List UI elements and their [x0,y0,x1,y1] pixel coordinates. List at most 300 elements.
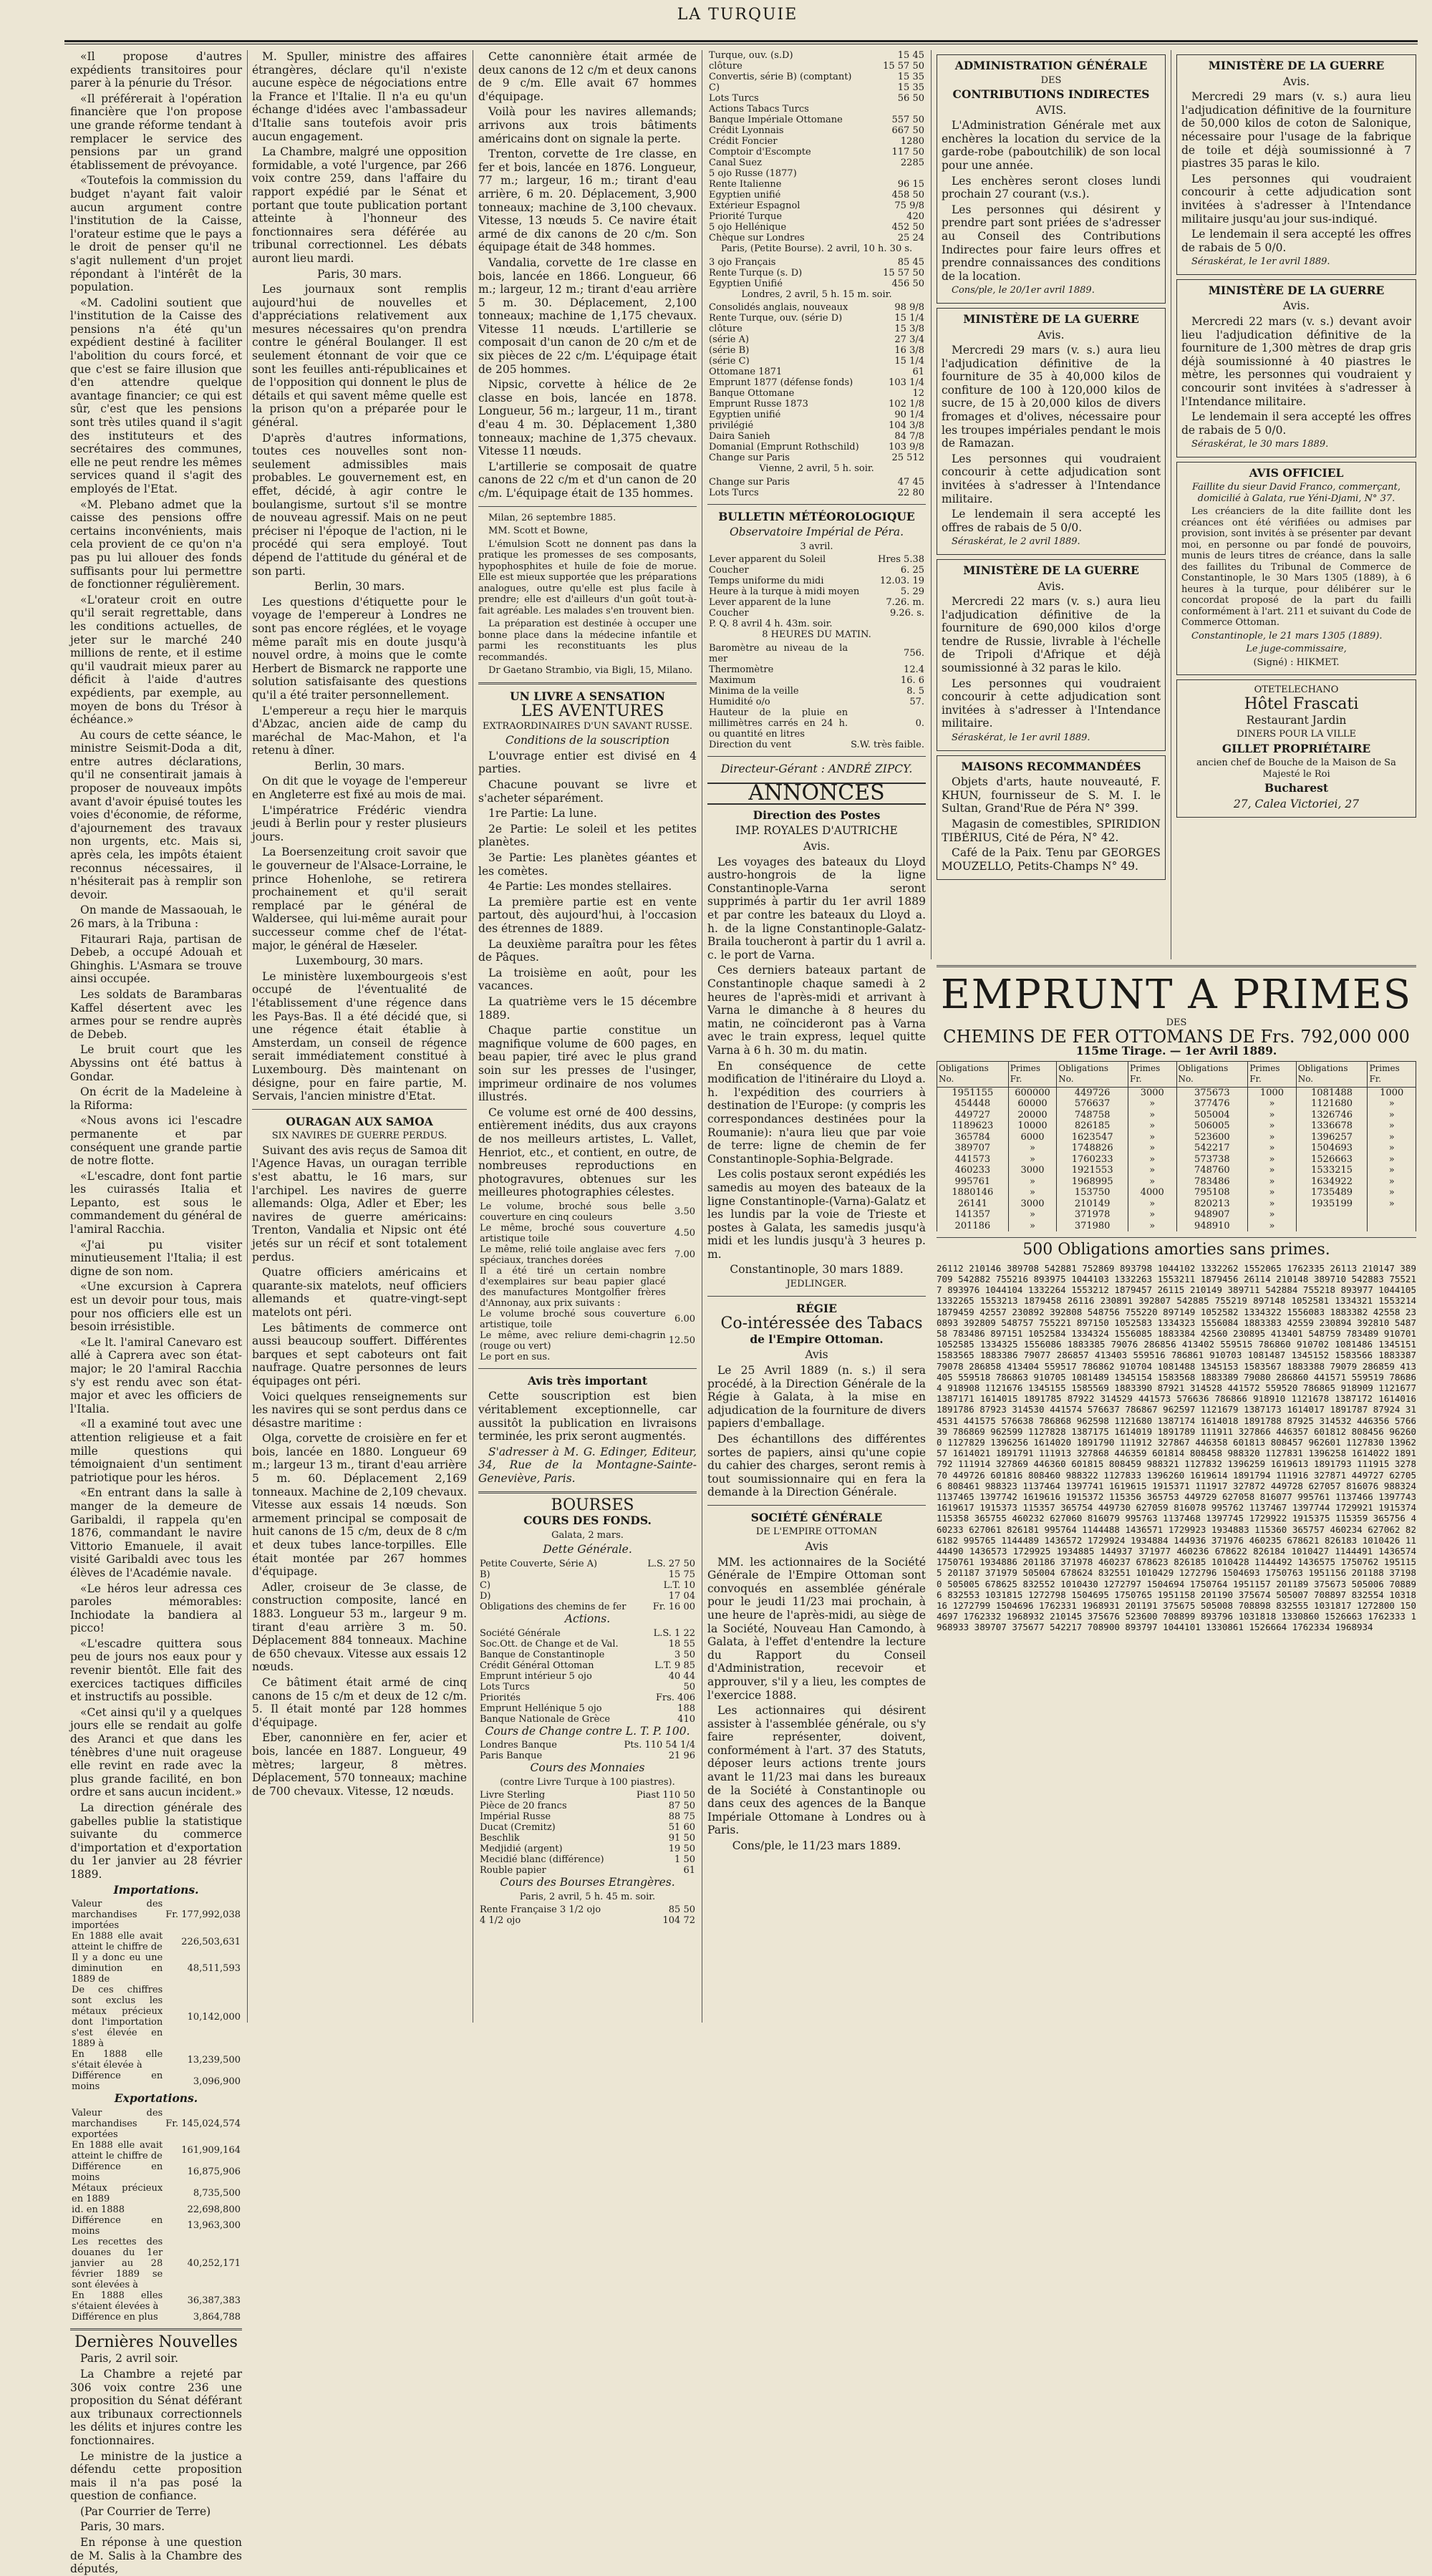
mg2-date: Séraskérat, le 1er avril 1889. [952,732,1090,744]
obligation-number: 449726 [1057,1087,1128,1098]
paragraph: Magasin de comestibles, SPIRIDION TIBÉRIUS, Cité de Péra, N° 42. [942,817,1161,844]
table-row [707,576,926,586]
row-label: Petite Couverte, Série A) [480,1558,598,1569]
dernieres-nouvelles-heading: Dernières Nouvelles [74,2333,238,2351]
cours-fonds-heading: COURS DES FONDS. [523,1514,652,1528]
table-row [707,345,926,356]
paragraph: Le lendemain il sera accepté les offres de rabais de 5 0/0. [942,508,1161,534]
row-value: 12.4 [904,664,924,675]
ministere-guerre-notice-4 [1176,279,1416,457]
row-value: 75 9/8 [894,200,924,211]
prime-amount: » [1128,1110,1176,1121]
obligation-number [1296,1209,1368,1221]
paragraph: Paris, 2 avril soir. [80,2352,179,2366]
postes-text [707,856,926,1262]
officiel-signature: (Signé) : HIKMET. [1253,657,1340,668]
mg4-date: Séraskérat, le 30 mars 1889. [1191,439,1329,450]
paragraph: L'artillerie se composait de quatre canons de 22 c/m et d'un canon de 20 c/m. L'équipage était de 135 hommes. [478,460,697,500]
prime-amount: » [1008,1187,1057,1199]
mg3-date: Séraskérat, le 1er avril 1889. [1191,256,1330,268]
row-label: Lots Turcs [480,1681,530,1693]
paragraph: MM. les actionnaires de la Société Générale de l'Empire Ottoman sont convoqués en assemblée générale pour le jeudi 11/23 mai prochain, à une heure de l'après-midi, au siège de la Société, Nouveau Han Camondo, à Galata, à l'effet d'entendre la lecture du Rapport du Conseil d'Administration, recevoir et approuver, s'il y a lieu, les comptes de l'exercice 1888. [707,1555,926,1702]
prime-amount: 10000 [1008,1120,1057,1132]
row-label: (série B) [709,345,750,356]
table-row [707,431,926,442]
prime-amount: » [1128,1199,1176,1210]
table-row [70,2108,242,2140]
row-label: Différence en moins [72,2161,163,2183]
row-label: Daira Sanieh [709,431,770,442]
samoa-subheading: SIX NAVIRES DE GUERRE PERDUS. [271,1130,448,1142]
prime-amount: » [1008,1221,1057,1232]
prime-amount: » [1248,1120,1296,1132]
row-label: 5 ojo Russe (1877) [709,168,797,179]
table-row [707,147,926,158]
prime-amount: » [1368,1187,1416,1199]
row-label: Rente Turque, ouv. (série D) [709,313,843,324]
col2-paragraphs-e [252,970,467,1103]
prime-amount: » [1008,1209,1057,1221]
paragraph: Mercredi 22 mars (v. s.) devant avoir lieu l'adjudication définitive de la fourniture de 1,300 mètres de drap gris déjà soumissionné à 40 piastres le mètre, les personnes qui voudraient y concourir sont invitées à s'adresser à l'Intendance militaire. [1181,315,1411,408]
row-value: 102 1/8 [889,399,924,410]
table-row [707,158,926,168]
row-label: Banque de Constantinople [480,1649,605,1660]
table-row [707,643,926,664]
row-value: 12.03. 19 [879,576,924,587]
prime-amount: 60000 [1008,1098,1057,1110]
societe-text [707,1556,926,1837]
row-label: En 1888 elle s'était élevée à [72,2049,163,2071]
table-row [707,211,926,222]
row-value: 16. 6 [900,674,924,686]
prime-amount: 600000 [1008,1087,1057,1098]
prime-amount: » [1368,1154,1416,1166]
table-row [707,115,926,125]
prime-amount: » [1248,1132,1296,1143]
mg3-text [1181,90,1411,254]
hotel-address: 27, Calea Victoriei, 27 [1233,797,1360,810]
row-label: B) [480,1569,490,1580]
meteo-date: 3 avril. [800,541,833,552]
obligations-table [937,1061,1416,1232]
table-row [707,388,926,399]
obligation-number: 153750 [1057,1187,1128,1199]
table-row [707,268,926,279]
paragraph: Café de la Paix. Tenu par GEORGES MOUZELLO, Petits-Champs N° 49. [942,846,1161,873]
top-rule [64,40,1418,42]
row-label: En 1888 elles s'étaient élevées à [72,2290,163,2312]
row-label: Emprunt intérieur 5 ojo [480,1670,592,1682]
table-row [478,1602,697,1612]
table-row [70,2215,242,2237]
paragraph: Milan, 26 septembre 1885. [488,512,616,523]
paragraph: Les soldats de Barambaras Kaffel désertent avec les armes pour se rendre auprès de Debeb. [70,987,242,1041]
maisons-heading: MAISONS RECOMMANDÉES [961,759,1141,773]
row-value: 47 45 [897,476,924,488]
obligation-number: 1935199 [1296,1199,1368,1210]
table-row [70,2312,242,2323]
obligation-number: 210149 [1057,1199,1128,1210]
table-row [707,104,926,115]
col3-navires [478,50,697,500]
officiel-juge: Le juge-commissaire, [1246,644,1347,655]
table-row [707,675,926,686]
column-header: Primes Fr. [1128,1061,1176,1087]
table-row [937,1199,1416,1210]
row-value: 9.26. s. [889,608,924,619]
obligation-number: 783486 [1176,1176,1248,1188]
row-label: Banque Ottomane [709,388,795,399]
row-value: 98 9/8 [894,302,924,313]
prime-amount: » [1248,1098,1296,1110]
livre-prices [478,1201,697,1362]
row-label: Crédit Foncier [709,136,778,147]
row-value: 6.00 [674,1314,695,1325]
paragraph: «L'escadre, dont font partie les cuirassés Italia et Lepanto, est sous le commandement du général de l'amiral Racchia. [70,1169,242,1236]
paragraph: Nipsic, corvette à hélice de 2e classe en bois, lancée en 1878. Longueur, 56 m.; largeur, 11 m., tirant d'eau 4 m. 30. Déplacement 1,380 tonneaux; machine de 1,375 chevaux. Vitesse 11 nœuds. [478,378,697,458]
row-label: Ottomane 1871 [709,367,783,377]
table-row [478,1628,697,1639]
column-header: Primes Fr. [1008,1061,1057,1087]
row-label: Rente Française 3 1/2 ojo [480,1904,601,1916]
row-label: Minima de la veille [709,685,799,697]
table-row [70,2049,242,2071]
postes-subheading: IMP. ROYALES D'AUTRICHE [735,824,898,838]
row-label: Maximum [709,674,756,686]
row-label: Lever apparent du Soleil [709,554,826,566]
obligation-number: 1396257 [1296,1132,1368,1143]
row-value: 15 3/8 [894,324,924,334]
row-label: Chèque sur Londres [709,233,805,243]
row-label: Valeur des marchandises exportées [72,2107,163,2140]
paragraph: Les personnes qui voudraient concourir à cette adjudication sont invitées à s'adresser à l'Intendance militaire. [942,677,1161,730]
paragraph: Le ministre de la justice a défendu cette proposition mais il n'a pas posé la question de confiance. [70,2449,242,2503]
meteo-heading: BULLETIN MÉTÉOROLOGIQUE [718,509,915,523]
obligation-number: 948910 [1176,1221,1248,1232]
row-value: 420 [906,211,924,222]
table-row [707,93,926,104]
obligation-number: 523600 [1176,1132,1248,1143]
row-value: 8,735,500 [193,2188,241,2199]
divider [707,1296,926,1297]
prime-amount: 1000 [1368,1087,1416,1098]
paragraph: Voilà pour les navires allemands; arrivons aux trois bâtiments américains dont on signale la perte. [478,105,697,145]
column-6 [1176,50,1416,952]
vienne-dateline: Vienne, 2 avril, 5 h. soir. [759,463,874,474]
column-3 [478,50,697,2026]
paragraph: Les personnes qui désirent y prendre part sont priées de s'adresser au Conseil des Contributions Indirectes pour faire leurs offres et prendre connaissances des conditions de la location. [942,203,1161,283]
hotel-frascati-advert [1176,679,1416,818]
paragraph: Mercredi 29 mars (v. s.) aura lieu l'adjudication définitive de la fourniture de 35 à 40,000 kilos de confiture de 100 à 120,000 kilos de sucre, de 15 à 20,000 kilos de divers fromages et d'olives, nécessaire pour les troupes impériales pendant le mois de Ramazan. [942,344,1161,450]
row-label: Extérieur Espagnol [709,200,800,211]
exportations-heading: Exportations. [114,2091,198,2106]
row-label: clôture [709,61,742,72]
table-row [478,1309,697,1330]
row-value: Pts. 110 54 1/4 [624,1740,695,1751]
row-label: Coucher [709,565,749,576]
emprunt-title: EMPRUNT A PRIMES [940,972,1413,1018]
paragraph: Eber, canonnière en fer, acier et bois, lancée en 1887. Longueur, 49 mètres; largeur, 8 mètres. Déplacement, 570 tonneaux; machine de 700 chevaux. Vitesse, 12 nœuds. [252,1731,467,1798]
table-row [707,279,926,289]
row-value: 36,387,383 [187,2295,241,2307]
table-row [478,1811,697,1822]
prime-amount: » [1008,1143,1057,1154]
table-row [707,740,926,750]
prime-amount: 3000 [1008,1199,1057,1210]
row-label: privilégié [709,420,754,431]
row-label: Différence en moins [72,2214,163,2237]
table-row [478,1569,697,1580]
prime-amount: » [1008,1176,1057,1188]
ministere-guerre-notice-2 [937,559,1166,751]
paragraph: 1re Partie: La lune. [488,807,597,820]
table-row [478,1693,697,1703]
row-value: 61 [912,367,924,377]
row-label: P. Q. 8 avril 4 h. 43m. soir. [709,619,833,630]
officiel-date: Constantinople, le 21 mars 1305 (1889). [1191,630,1383,641]
paragraph: «Toutefois la commission du budget n'ayant fait valoir aucun argument contre l'institution de la Caisse, l'orateur estime que le pays a le droit de penser qu'il ne s'agit nullement d'un projet répondant à l'intérêt de la population. [70,174,242,294]
row-label: (série C) [709,356,750,367]
paragraph: La Boersenzeitung croit savoir que le gouverneur de l'Alsace-Lorraine, le prince Hohenlohe, se retirera prochainement et qu'il serait remplacé par le général de Waldersee, qui lui-même aurait pour successeur comme chef de l'état-major, le général de Hæseler. [252,846,467,952]
emprunt-chemins: CHEMINS DE FER OTTOMANS DE Frs. 792,000 000 [943,1026,1410,1047]
table-header-row [937,1061,1416,1087]
prime-amount: » [1248,1154,1296,1166]
prime-amount: » [1128,1098,1176,1110]
table-row [937,1143,1416,1154]
admin-date: Cons/ple, le 20/1er avril 1889. [952,285,1095,296]
obligation-number: 1951155 [937,1087,1009,1098]
divider [70,2328,242,2330]
row-value: 84 7/8 [894,431,924,442]
table-row [937,1154,1416,1166]
table-row [478,1904,697,1915]
ministere-guerre-notice-3 [1176,54,1416,275]
obligation-number: 141357 [937,1209,1009,1221]
row-label: Humidité o/o [709,696,770,707]
table-row [707,488,926,498]
prime-amount: 3000 [1008,1165,1057,1176]
quotes-table-2 [707,257,926,289]
paragraph: Le ministère luxembourgeois s'est occupé de l'éventualité de l'établissement d'une régence dans les Pays-Bas. Il a été décidé que, si une régence était établie à Amsterdam, un conseil de régence serait immédiatement constitué à Luxembourg. Dès maintenant on désigne, pour en faire partie, M. Servais, l'ancien ministre d'Etat. [252,969,467,1103]
avis-officiel [1176,462,1416,676]
row-value [667,1266,697,1309]
avis-important-text: Cette souscription est bien véritablement exceptionnelle, car aussitôt la publication en livraisons terminée, les prix seront augmentés. [478,1390,697,1443]
obligation-number: 460233 [937,1165,1009,1176]
row-value: 557 50 [891,115,924,125]
column-divider [931,50,932,959]
col2-paragraphs-b [252,283,467,578]
row-value: 25 512 [891,452,924,463]
row-value: 96 15 [897,179,924,190]
column-4 [707,50,926,2026]
paragraph: Les colis postaux seront expédiés les samedis au moyen des bateaux de la ligne Constantinople-(Varna)-Galatz et les lundis par la voie de Trieste et postes à Galata, les samedis jusqu'à midi et les lundis jusqu'à 3 heures p. m. [707,1168,926,1261]
obligation-number: 506005 [1176,1120,1248,1132]
obligation-number: 948907 [1176,1209,1248,1221]
row-value: 61 [683,1865,695,1877]
row-label: Les recettes des douanes du 1er janvier au 28 février 1889 se sont élevées à [72,2236,163,2290]
table-row [707,664,926,675]
table-row [707,72,926,82]
row-label: 4 1/2 ojo [480,1915,521,1927]
prime-amount: 6000 [1008,1132,1057,1143]
bourses-etrangeres-table [478,1904,697,1926]
row-label: Londres Banque [480,1740,557,1751]
regie-text [707,1364,926,1499]
table-row [937,1187,1416,1199]
paragraph: Le 25 Avril 1889 (n. s.) il sera procédé, à la Direction Générale de la Régie à Galata, à la mise en adjudication de la fourniture de divers papiers d'emballage. [707,1363,926,1430]
mg2-avis: Avis. [1037,579,1065,593]
emprunt-tirage: 115me Tirage. — 1er Avril 1889. [1075,1044,1277,1058]
table-row [70,2204,242,2215]
row-value: 1 50 [674,1854,695,1866]
mg2-text [942,595,1161,730]
row-label: Egyptien Unifié [709,278,783,289]
row-value: 667 50 [891,125,924,136]
paragraph: L'impératrice Frédéric viendra jeudi à Berlin pour y rester plusieurs jours. [252,803,467,843]
paragraph: Les personnes qui voudraient concourir à cette adjudication sont invitées à s'adresser à l'Intendance militaire. [942,452,1161,505]
actions-table [478,1628,697,1725]
table-row [707,313,926,324]
row-value: 8. 5 [906,685,924,697]
table-row [707,452,926,463]
row-value: 3,864,788 [193,2311,241,2323]
row-label: Canal Suez [709,158,762,168]
row-value: 458 50 [891,190,924,200]
row-value: 21 96 [668,1751,695,1762]
row-value [873,619,926,629]
row-value: 15 1/4 [894,356,924,367]
paragraph: 4e Partie: Les mondes stellaires. [488,880,672,894]
table-row [478,1671,697,1682]
row-value: 3,096,900 [193,2076,241,2087]
row-value [875,104,926,115]
row-value: 4.50 [674,1228,695,1239]
table-row [707,82,926,93]
paragraph: Les enchères seront closes lundi prochain 27 courant (v.s.). [942,174,1161,201]
meteo-subheading: Observatoire Impérial de Péra. [729,526,904,539]
paragraph: «Nous avons ici l'escadre permanente et par conséquent une grande partie de notre flotte. [70,1114,242,1168]
table-row [478,1751,697,1761]
obligation-number: 576637 [1057,1098,1128,1110]
officiel-subheading: Faillite du sieur David Franco, commerçant, domicilié à Galata, rue Yéni-Djami, N° 37. [1192,482,1400,504]
row-label: Banque Nationale de Grèce [480,1713,611,1725]
prime-amount: » [1368,1165,1416,1176]
row-value: 5. 29 [900,586,924,598]
prime-amount: » [1368,1176,1416,1188]
paragraph: Adler, croiseur de 3e classe, de construction composite, lancé en 1883. Longueur 53 m., largeur 9 m. tirant d'eau arrière 3 m. 50. Déplacement 884 tonneaux. Machine de 650 chevaux. Vitesse aux essais 12 nœuds. [252,1580,467,1674]
table-row [707,686,926,697]
paragraph: Les bâtiments de commerce ont aussi beaucoup souffert. Différentes barques et sept caboteurs ont fait naufrage. Quatre personnes de leurs équipages ont péri. [252,1321,467,1388]
row-value: 188 [677,1703,695,1714]
importations-heading: Importations. [113,1882,199,1897]
table-row [478,1844,697,1854]
emprunt-des: DES [1166,1017,1187,1028]
table-row [707,377,926,388]
paragraph: Les actionnaires qui désirent assister à l'assemblée générale, ou s'y faire représenter, doivent, conformément à l'art. 37 des Statuts, déposer leurs actions trente jours avant le 11/23 mai dans les bureaux de la Société à Constantinople ou dans ceux des agences de la Banque Impériale Ottomane à Londres ou à Paris. [707,1704,926,1837]
column-header: Primes Fr. [1248,1061,1296,1087]
row-value: 15 35 [897,82,924,93]
row-label: Il a été tiré un certain nombre d'exemplaires sur beau papier glacé des manufactures Montgolfier frères d'Annonay, aux prix suivants : [480,1265,666,1309]
table-row [707,125,926,136]
paragraph: Des échantillons des différentes sortes de papiers, ainsi qu'une copie du cahier des charges, seront remis à tout soumissionnaire qui en fera la demande à la Direction Générale. [707,1432,926,1499]
livre-title: LES AVENTURES [521,702,664,721]
paragraph: On écrit de la Madeleine à la Riforma: [70,1085,242,1112]
table-row [478,1790,697,1801]
table-row [937,1098,1416,1110]
row-label: Heure à la turque à midi moyen [709,586,860,598]
obligation-number: 375673 [1176,1087,1248,1098]
table-row [478,1352,697,1362]
table-row [707,554,926,565]
row-value: Fr. 177,992,038 [165,1909,241,1921]
row-label: D) [480,1590,491,1602]
table-row [70,2071,242,2092]
row-label: Lots Turcs [709,487,759,498]
table-row [707,233,926,243]
paragraph: «En entrant dans la salle à manger de la demeure de Garibaldi, il rappela qu'en 1876, commandant le navire Vittorio Emanuele, il avait visité Garibaldi avec tous les élèves de l'Académie navale. [70,1486,242,1579]
row-value: 3 50 [674,1649,695,1660]
row-value: L.T. 9 85 [654,1660,695,1671]
mg2-heading: MINISTÈRE DE LA GUERRE [963,563,1139,577]
paragraph: En réponse à une question de M. Salis à la Chambre des députés, [70,2536,242,2576]
paragraph: Olga, corvette de croisière en fer et bois, lancée en 1880. Longueur 69 m.; largeur 13 m., tirant d'eau arrière 5 m. 60. Déplacement 2,169 tonneaux. Machine de 2,109 chevaux. Vitesse aux essais 14 nœuds. Son armement principal se composait de huit canons de 15 c/m, deux de 8 c/m et deux tubes lance-torpilles. Elle était montée par 267 hommes d'équipage. [252,1432,467,1579]
mg1-date: Séraskérat, le 2 avril 1889. [952,536,1080,548]
quotes-table-3 [707,302,926,463]
prime-amount: » [1248,1209,1296,1221]
row-label: Le même, relié toile anglaise avec fers spéciaux, tranches dorées [480,1244,666,1266]
prime-amount: » [1248,1221,1296,1232]
row-value: 15 57 50 [883,61,924,72]
row-value: 15 57 50 [883,267,924,279]
paragraph: Chacune pouvant se livre et s'acheter séparément. [478,778,697,805]
row-value: 103 1/4 [889,377,924,388]
row-value: 1280 [900,136,924,147]
obligation-number: 377476 [1176,1098,1248,1110]
row-label: Crédit Lyonnais [709,125,784,136]
row-label: Emprunt Hellénique 5 ojo [480,1703,602,1714]
obligation-number: 1921553 [1057,1165,1128,1176]
row-label: Medjidié (argent) [480,1844,563,1855]
editeur-adresse: S'adresser à M. G. Edinger, Editeur, 34, Rue de la Montagne-Sainte-Geneviève, Paris. [478,1445,697,1486]
row-label: Convertis, série B) (comptant) [709,72,852,82]
table-row [707,356,926,367]
table-row [707,136,926,147]
prime-amount: » [1368,1098,1416,1110]
row-value: 6. 25 [900,565,924,576]
obligation-number: 542217 [1176,1143,1248,1154]
column-divider [247,50,248,2023]
column-header: Obligations No. [1296,1061,1368,1087]
mg1-avis: Avis. [1037,328,1065,342]
divider [478,682,697,684]
paragraph: La troisième en août, pour les vacances. [478,966,697,993]
row-value: 85 45 [897,256,924,268]
row-label: Différence en moins [72,2071,163,2093]
row-label: Il y a donc eu une diminution en 1889 de [72,1952,163,1985]
table-row [937,1132,1416,1143]
paragraph: L'émulsion Scott ne donnent pas dans la pratique les promesses de ses composants, hypophosphites et huile de foie de morue. Elle est mieux supportée que les préparations analogues, outre qu'elle est plus facile à prendre; elle est d'ailleurs d'un goût tout-à-fait agréable. Les malades s'en trouvent bien. [478,538,697,616]
table-row [478,1223,697,1244]
row-label: Obligations des chemins de fer [480,1601,626,1612]
row-label: Emprunt Russe 1873 [709,399,808,410]
row-label: Coucher [709,608,749,619]
paragraph: On dit que le voyage de l'empereur en Angleterre est fixé au mois de mai. [252,775,467,802]
row-label: Lever apparent de la lune [709,597,831,609]
prime-amount: » [1128,1165,1176,1176]
hotel-name: Hôtel Frascati [1244,694,1359,713]
table-row [478,1266,697,1309]
monnaies-subheading: (contre Livre Turque à 100 piastres). [500,1776,675,1788]
